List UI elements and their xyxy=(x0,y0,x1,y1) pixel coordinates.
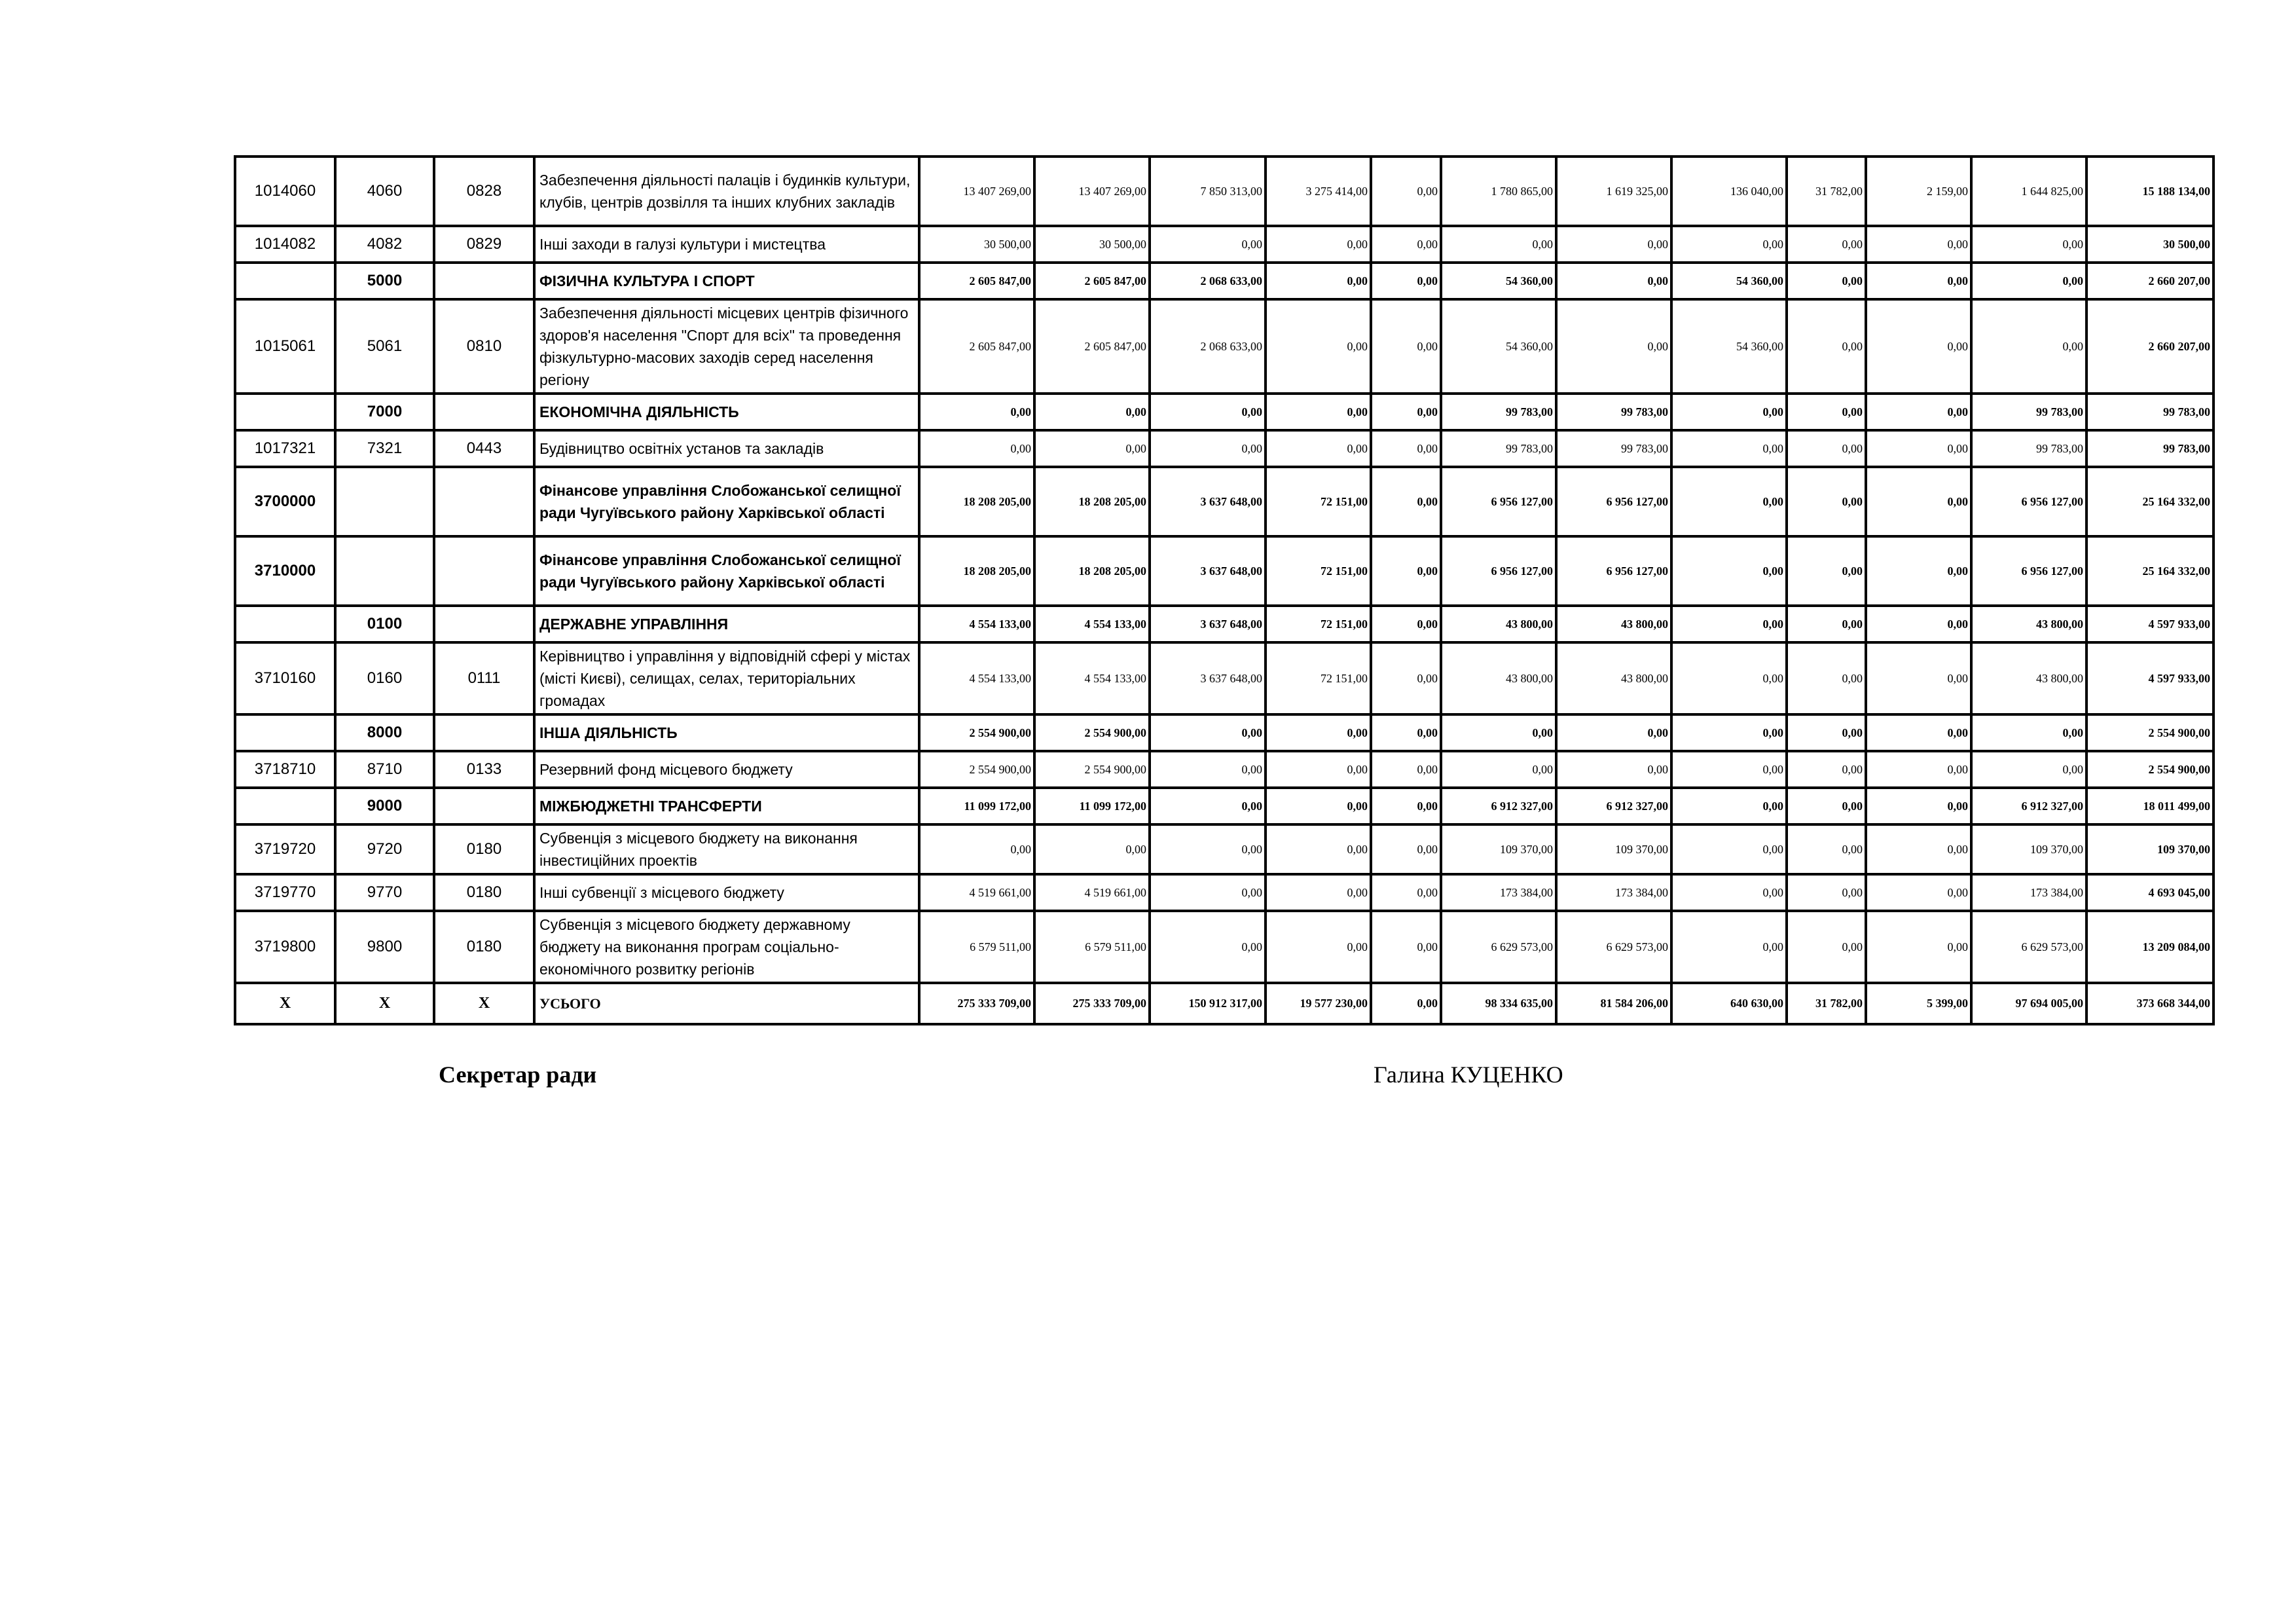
amount-cell: 0,00 xyxy=(1787,263,1866,299)
amount-cell: 0,00 xyxy=(1671,788,1787,824)
amount-cell: 0,00 xyxy=(919,430,1034,467)
amount-cell: 0,00 xyxy=(1866,874,1971,911)
amount-cell: 0,00 xyxy=(1787,226,1866,263)
program-name-cell: ІНША ДІЯЛЬНІСТЬ xyxy=(534,714,919,751)
typical-program-code-cell: 5061 xyxy=(335,299,434,394)
amount-cell: 6 629 573,00 xyxy=(1556,911,1671,983)
row-total-cell: 99 783,00 xyxy=(2086,394,2214,430)
row-total-cell: 15 188 134,00 xyxy=(2086,157,2214,226)
amount-cell: 0,00 xyxy=(919,824,1034,874)
amount-cell: 72 151,00 xyxy=(1266,536,1371,606)
program-name-cell: ЕКОНОМІЧНА ДІЯЛЬНІСТЬ xyxy=(534,394,919,430)
amount-cell: 0,00 xyxy=(1866,226,1971,263)
amount-cell: 99 783,00 xyxy=(1556,394,1671,430)
amount-cell: 4 554 133,00 xyxy=(919,606,1034,642)
amount-cell: 0,00 xyxy=(1266,299,1371,394)
amount-cell: 0,00 xyxy=(1371,911,1441,983)
amount-cell: 11 099 172,00 xyxy=(1034,788,1150,824)
typical-program-code-cell: 9770 xyxy=(335,874,434,911)
amount-cell: 2 605 847,00 xyxy=(919,263,1034,299)
amount-cell: 0,00 xyxy=(1787,911,1866,983)
signature-name: Галина КУЦЕНКО xyxy=(1374,1061,1563,1088)
amount-cell: 173 384,00 xyxy=(1556,874,1671,911)
amount-cell: 6 956 127,00 xyxy=(1971,467,2086,536)
functional-code-cell: 0810 xyxy=(434,299,534,394)
table-row xyxy=(235,911,2214,983)
functional-code-cell: 0111 xyxy=(434,642,534,714)
amount-cell: 173 384,00 xyxy=(1971,874,2086,911)
amount-cell: 0,00 xyxy=(1150,911,1266,983)
amount-cell: 43 800,00 xyxy=(1441,606,1556,642)
grand-total-row xyxy=(235,983,2214,1024)
program-name-cell: Резервний фонд місцевого бюджету xyxy=(534,751,919,788)
amount-cell: 0,00 xyxy=(1787,467,1866,536)
amount-cell: 0,00 xyxy=(1866,788,1971,824)
program-name-cell: ФІЗИЧНА КУЛЬТУРА І СПОРТ xyxy=(534,263,919,299)
row-total-cell: 30 500,00 xyxy=(2086,226,2214,263)
program-code-cell: 3719770 xyxy=(235,874,335,911)
program-code-cell: 1014060 xyxy=(235,157,335,226)
amount-cell: 43 800,00 xyxy=(1971,642,2086,714)
amount-cell: 1 644 825,00 xyxy=(1971,157,2086,226)
amount-cell: 99 783,00 xyxy=(1556,430,1671,467)
program-code-cell: 1015061 xyxy=(235,299,335,394)
table-section-row xyxy=(235,714,2214,751)
amount-cell: 72 151,00 xyxy=(1266,606,1371,642)
amount-cell: 0,00 xyxy=(1150,874,1266,911)
amount-cell: 0,00 xyxy=(1671,606,1787,642)
table-section-row xyxy=(235,394,2214,430)
amount-cell: 0,00 xyxy=(1787,299,1866,394)
amount-cell: 0,00 xyxy=(1671,536,1787,606)
amount-cell: 0,00 xyxy=(1671,430,1787,467)
amount-cell: 109 370,00 xyxy=(1971,824,2086,874)
amount-cell: 6 579 511,00 xyxy=(1034,911,1150,983)
amount-cell: 2 605 847,00 xyxy=(1034,263,1150,299)
row-total-cell: 99 783,00 xyxy=(2086,430,2214,467)
amount-cell: 0,00 xyxy=(1866,394,1971,430)
amount-cell: 2 068 633,00 xyxy=(1150,299,1266,394)
amount-cell: 6 912 327,00 xyxy=(1441,788,1556,824)
amount-cell: 18 208 205,00 xyxy=(919,536,1034,606)
amount-cell: 0,00 xyxy=(1266,263,1371,299)
typical-program-code-cell: 5000 xyxy=(335,263,434,299)
typical-program-code-cell: 7000 xyxy=(335,394,434,430)
amount-cell: 0,00 xyxy=(1266,226,1371,263)
amount-cell: 0,00 xyxy=(1371,751,1441,788)
amount-cell: 0,00 xyxy=(1866,536,1971,606)
amount-cell: 0,00 xyxy=(1787,714,1866,751)
typical-program-code-cell: 7321 xyxy=(335,430,434,467)
amount-cell: 0,00 xyxy=(1034,824,1150,874)
table-row xyxy=(235,874,2214,911)
amount-cell: 0,00 xyxy=(1150,226,1266,263)
amount-cell: 0,00 xyxy=(1866,751,1971,788)
row-total-cell: 18 011 499,00 xyxy=(2086,788,2214,824)
amount-cell: 0,00 xyxy=(1671,824,1787,874)
total-amount-cell: 275 333 709,00 xyxy=(919,983,1034,1024)
amount-cell: 6 912 327,00 xyxy=(1556,788,1671,824)
amount-cell: 0,00 xyxy=(1787,430,1866,467)
amount-cell: 2 554 900,00 xyxy=(919,751,1034,788)
amount-cell: 0,00 xyxy=(1371,157,1441,226)
amount-cell: 0,00 xyxy=(1150,824,1266,874)
program-code-cell: 1014082 xyxy=(235,226,335,263)
program-name-cell: Інші субвенції з місцевого бюджету xyxy=(534,874,919,911)
program-code-cell: 1017321 xyxy=(235,430,335,467)
amount-cell: 0,00 xyxy=(1034,430,1150,467)
amount-cell: 13 407 269,00 xyxy=(919,157,1034,226)
amount-cell: 18 208 205,00 xyxy=(919,467,1034,536)
amount-cell: 0,00 xyxy=(1671,394,1787,430)
amount-cell: 0,00 xyxy=(1034,394,1150,430)
amount-cell: 0,00 xyxy=(1556,714,1671,751)
amount-cell: 0,00 xyxy=(1866,263,1971,299)
amount-cell: 173 384,00 xyxy=(1441,874,1556,911)
amount-cell: 0,00 xyxy=(1671,874,1787,911)
amount-cell: 0,00 xyxy=(1866,430,1971,467)
program-code-cell: 3710160 xyxy=(235,642,335,714)
amount-cell: 0,00 xyxy=(1866,911,1971,983)
functional-code-cell xyxy=(434,788,534,824)
amount-cell: 0,00 xyxy=(1266,714,1371,751)
amount-cell: 6 629 573,00 xyxy=(1971,911,2086,983)
amount-cell: 0,00 xyxy=(1671,642,1787,714)
functional-code-cell xyxy=(434,467,534,536)
amount-cell: 0,00 xyxy=(919,394,1034,430)
amount-cell: 2 554 900,00 xyxy=(1034,751,1150,788)
program-name-cell: Забезпечення діяльності місцевих центрів фізичного здоров'я населення "Спорт для всіх" та проведення фізкультурно-масових заходів серед населення регіону xyxy=(534,299,919,394)
total-marker-cell: X xyxy=(434,983,534,1024)
amount-cell: 0,00 xyxy=(1266,430,1371,467)
program-code-cell: 3719800 xyxy=(235,911,335,983)
program-name-cell: Фінансове управління Слобожанської селищної ради Чугуївського району Харківської області xyxy=(534,467,919,536)
amount-cell: 6 912 327,00 xyxy=(1971,788,2086,824)
functional-code-cell: 0829 xyxy=(434,226,534,263)
amount-cell: 43 800,00 xyxy=(1971,606,2086,642)
amount-cell: 6 956 127,00 xyxy=(1971,536,2086,606)
total-amount-cell: 150 912 317,00 xyxy=(1150,983,1266,1024)
amount-cell: 0,00 xyxy=(1150,430,1266,467)
amount-cell: 0,00 xyxy=(1371,642,1441,714)
amount-cell: 18 208 205,00 xyxy=(1034,467,1150,536)
amount-cell: 7 850 313,00 xyxy=(1150,157,1266,226)
budget-sheet xyxy=(234,155,2212,1025)
amount-cell: 0,00 xyxy=(1150,714,1266,751)
amount-cell: 3 637 648,00 xyxy=(1150,642,1266,714)
amount-cell: 43 800,00 xyxy=(1556,642,1671,714)
amount-cell: 0,00 xyxy=(1150,394,1266,430)
amount-cell: 6 629 573,00 xyxy=(1441,911,1556,983)
amount-cell: 0,00 xyxy=(1671,911,1787,983)
table-section-row xyxy=(235,606,2214,642)
functional-code-cell xyxy=(434,263,534,299)
typical-program-code-cell: 9800 xyxy=(335,911,434,983)
table-body xyxy=(235,157,2214,1024)
total-amount-cell: 97 694 005,00 xyxy=(1971,983,2086,1024)
amount-cell: 4 554 133,00 xyxy=(1034,642,1150,714)
row-total-cell: 4 597 933,00 xyxy=(2086,642,2214,714)
amount-cell: 3 637 648,00 xyxy=(1150,467,1266,536)
amount-cell: 0,00 xyxy=(1866,824,1971,874)
total-marker-cell: X xyxy=(335,983,434,1024)
amount-cell: 0,00 xyxy=(1266,824,1371,874)
amount-cell: 0,00 xyxy=(1371,263,1441,299)
amount-cell: 0,00 xyxy=(1787,394,1866,430)
amount-cell: 3 275 414,00 xyxy=(1266,157,1371,226)
amount-cell: 0,00 xyxy=(1266,788,1371,824)
total-amount-cell: 31 782,00 xyxy=(1787,983,1866,1024)
total-amount-cell: 98 334 635,00 xyxy=(1441,983,1556,1024)
program-code-cell: 3719720 xyxy=(235,824,335,874)
amount-cell: 0,00 xyxy=(1971,299,2086,394)
table-section-row xyxy=(235,536,2214,606)
amount-cell: 0,00 xyxy=(1787,642,1866,714)
functional-code-cell: 0443 xyxy=(434,430,534,467)
amount-cell: 0,00 xyxy=(1371,394,1441,430)
table-section-row xyxy=(235,788,2214,824)
program-code-cell xyxy=(235,263,335,299)
total-marker-cell: X xyxy=(235,983,335,1024)
table-row xyxy=(235,642,2214,714)
amount-cell: 0,00 xyxy=(1266,751,1371,788)
typical-program-code-cell: 8000 xyxy=(335,714,434,751)
table-section-row xyxy=(235,467,2214,536)
amount-cell: 3 637 648,00 xyxy=(1150,606,1266,642)
program-code-cell xyxy=(235,606,335,642)
amount-cell: 54 360,00 xyxy=(1441,263,1556,299)
functional-code-cell xyxy=(434,536,534,606)
row-total-cell: 109 370,00 xyxy=(2086,824,2214,874)
amount-cell: 0,00 xyxy=(1671,467,1787,536)
program-name-cell: Інші заходи в галузі культури і мистецтва xyxy=(534,226,919,263)
amount-cell: 0,00 xyxy=(1787,788,1866,824)
row-total-cell: 25 164 332,00 xyxy=(2086,536,2214,606)
typical-program-code-cell: 0100 xyxy=(335,606,434,642)
row-total-cell: 2 660 207,00 xyxy=(2086,299,2214,394)
typical-program-code-cell: 8710 xyxy=(335,751,434,788)
program-name-cell: Субвенція з місцевого бюджету на виконання інвестиційних проектів xyxy=(534,824,919,874)
total-amount-cell: 5 399,00 xyxy=(1866,983,1971,1024)
amount-cell: 2 605 847,00 xyxy=(919,299,1034,394)
program-code-cell: 3718710 xyxy=(235,751,335,788)
amount-cell: 2 554 900,00 xyxy=(1034,714,1150,751)
amount-cell: 72 151,00 xyxy=(1266,467,1371,536)
amount-cell: 6 956 127,00 xyxy=(1556,467,1671,536)
typical-program-code-cell: 0160 xyxy=(335,642,434,714)
program-code-cell xyxy=(235,788,335,824)
amount-cell: 4 554 133,00 xyxy=(919,642,1034,714)
row-total-cell: 2 660 207,00 xyxy=(2086,263,2214,299)
row-total-cell: 4 597 933,00 xyxy=(2086,606,2214,642)
amount-cell: 0,00 xyxy=(1150,751,1266,788)
amount-cell: 0,00 xyxy=(1371,299,1441,394)
amount-cell: 0,00 xyxy=(1866,606,1971,642)
amount-cell: 0,00 xyxy=(1787,536,1866,606)
total-amount-cell: 640 630,00 xyxy=(1671,983,1787,1024)
amount-cell: 30 500,00 xyxy=(919,226,1034,263)
total-label-cell: УСЬОГО xyxy=(534,983,919,1024)
amount-cell: 43 800,00 xyxy=(1441,642,1556,714)
functional-code-cell: 0180 xyxy=(434,874,534,911)
program-code-cell xyxy=(235,714,335,751)
table-row xyxy=(235,751,2214,788)
amount-cell: 0,00 xyxy=(1866,714,1971,751)
row-total-cell: 25 164 332,00 xyxy=(2086,467,2214,536)
amount-cell: 4 519 661,00 xyxy=(919,874,1034,911)
amount-cell: 0,00 xyxy=(1371,467,1441,536)
amount-cell: 72 151,00 xyxy=(1266,642,1371,714)
program-name-cell: Керівництво і управління у відповідній сфері у містах (місті Києві), селищах, селах, територіальних громадах xyxy=(534,642,919,714)
amount-cell: 0,00 xyxy=(1371,788,1441,824)
row-total-cell: 4 693 045,00 xyxy=(2086,874,2214,911)
amount-cell: 0,00 xyxy=(1971,263,2086,299)
amount-cell: 109 370,00 xyxy=(1441,824,1556,874)
amount-cell: 0,00 xyxy=(1441,751,1556,788)
amount-cell: 0,00 xyxy=(1556,226,1671,263)
typical-program-code-cell xyxy=(335,536,434,606)
amount-cell: 2 554 900,00 xyxy=(919,714,1034,751)
amount-cell: 0,00 xyxy=(1371,226,1441,263)
amount-cell: 136 040,00 xyxy=(1671,157,1787,226)
amount-cell: 0,00 xyxy=(1266,394,1371,430)
amount-cell: 0,00 xyxy=(1371,536,1441,606)
amount-cell: 0,00 xyxy=(1787,606,1866,642)
program-name-cell: Будівництво освітніх установ та закладів xyxy=(534,430,919,467)
program-name-cell: Фінансове управління Слобожанської селищної ради Чугуївського району Харківської області xyxy=(534,536,919,606)
amount-cell: 30 500,00 xyxy=(1034,226,1150,263)
amount-cell: 0,00 xyxy=(1371,430,1441,467)
amount-cell: 11 099 172,00 xyxy=(919,788,1034,824)
table-section-row xyxy=(235,263,2214,299)
functional-code-cell: 0180 xyxy=(434,824,534,874)
amount-cell: 0,00 xyxy=(1556,751,1671,788)
amount-cell: 0,00 xyxy=(1266,874,1371,911)
amount-cell: 0,00 xyxy=(1441,226,1556,263)
functional-code-cell: 0828 xyxy=(434,157,534,226)
functional-code-cell: 0180 xyxy=(434,911,534,983)
typical-program-code-cell xyxy=(335,467,434,536)
functional-code-cell xyxy=(434,606,534,642)
table-row xyxy=(235,157,2214,226)
amount-cell: 0,00 xyxy=(1441,714,1556,751)
program-name-cell: ДЕРЖАВНЕ УПРАВЛІННЯ xyxy=(534,606,919,642)
amount-cell: 6 579 511,00 xyxy=(919,911,1034,983)
amount-cell: 1 619 325,00 xyxy=(1556,157,1671,226)
amount-cell: 4 554 133,00 xyxy=(1034,606,1150,642)
program-code-cell: 3710000 xyxy=(235,536,335,606)
amount-cell: 6 956 127,00 xyxy=(1556,536,1671,606)
amount-cell: 2 605 847,00 xyxy=(1034,299,1150,394)
amount-cell: 6 956 127,00 xyxy=(1441,536,1556,606)
total-amount-cell: 19 577 230,00 xyxy=(1266,983,1371,1024)
row-total-cell: 2 554 900,00 xyxy=(2086,751,2214,788)
amount-cell: 0,00 xyxy=(1371,824,1441,874)
amount-cell: 54 360,00 xyxy=(1671,299,1787,394)
functional-code-cell: 0133 xyxy=(434,751,534,788)
amount-cell: 0,00 xyxy=(1866,642,1971,714)
amount-cell: 0,00 xyxy=(1671,226,1787,263)
amount-cell: 0,00 xyxy=(1371,874,1441,911)
program-code-cell: 3700000 xyxy=(235,467,335,536)
amount-cell: 99 783,00 xyxy=(1971,430,2086,467)
functional-code-cell xyxy=(434,394,534,430)
amount-cell: 0,00 xyxy=(1556,263,1671,299)
amount-cell: 0,00 xyxy=(1371,606,1441,642)
table-row xyxy=(235,430,2214,467)
amount-cell: 0,00 xyxy=(1787,824,1866,874)
program-name-cell: Забезпечення діяльності палаців і будинків культури, клубів, центрів дозвілля та інших клубних закладів xyxy=(534,157,919,226)
table-row xyxy=(235,299,2214,394)
program-code-cell xyxy=(235,394,335,430)
amount-cell: 54 360,00 xyxy=(1441,299,1556,394)
amount-cell: 0,00 xyxy=(1787,874,1866,911)
amount-cell: 43 800,00 xyxy=(1556,606,1671,642)
amount-cell: 2 068 633,00 xyxy=(1150,263,1266,299)
amount-cell: 18 208 205,00 xyxy=(1034,536,1150,606)
table-row xyxy=(235,824,2214,874)
typical-program-code-cell: 9720 xyxy=(335,824,434,874)
amount-cell: 6 956 127,00 xyxy=(1441,467,1556,536)
amount-cell: 0,00 xyxy=(1556,299,1671,394)
grand-total-cell: 373 668 344,00 xyxy=(2086,983,2214,1024)
amount-cell: 0,00 xyxy=(1671,751,1787,788)
amount-cell: 0,00 xyxy=(1371,714,1441,751)
amount-cell: 31 782,00 xyxy=(1787,157,1866,226)
amount-cell: 3 637 648,00 xyxy=(1150,536,1266,606)
typical-program-code-cell: 4082 xyxy=(335,226,434,263)
program-name-cell: Субвенція з місцевого бюджету державному бюджету на виконання програм соціально-економічного розвитку регіонів xyxy=(534,911,919,983)
amount-cell: 13 407 269,00 xyxy=(1034,157,1150,226)
row-total-cell: 13 209 084,00 xyxy=(2086,911,2214,983)
amount-cell: 0,00 xyxy=(1971,226,2086,263)
budget-table xyxy=(234,155,2215,1025)
total-amount-cell: 81 584 206,00 xyxy=(1556,983,1671,1024)
typical-program-code-cell: 4060 xyxy=(335,157,434,226)
table-row xyxy=(235,226,2214,263)
row-total-cell: 2 554 900,00 xyxy=(2086,714,2214,751)
amount-cell: 4 519 661,00 xyxy=(1034,874,1150,911)
amount-cell: 99 783,00 xyxy=(1971,394,2086,430)
amount-cell: 0,00 xyxy=(1671,714,1787,751)
amount-cell: 0,00 xyxy=(1971,714,2086,751)
total-amount-cell: 275 333 709,00 xyxy=(1034,983,1150,1024)
amount-cell: 0,00 xyxy=(1866,299,1971,394)
amount-cell: 99 783,00 xyxy=(1441,430,1556,467)
typical-program-code-cell: 9000 xyxy=(335,788,434,824)
total-amount-cell: 0,00 xyxy=(1371,983,1441,1024)
amount-cell: 0,00 xyxy=(1150,788,1266,824)
amount-cell: 2 159,00 xyxy=(1866,157,1971,226)
amount-cell: 54 360,00 xyxy=(1671,263,1787,299)
program-name-cell: МІЖБЮДЖЕТНІ ТРАНСФЕРТИ xyxy=(534,788,919,824)
amount-cell: 109 370,00 xyxy=(1556,824,1671,874)
amount-cell: 0,00 xyxy=(1866,467,1971,536)
amount-cell: 1 780 865,00 xyxy=(1441,157,1556,226)
amount-cell: 0,00 xyxy=(1266,911,1371,983)
amount-cell: 99 783,00 xyxy=(1441,394,1556,430)
signature-title: Секретар ради xyxy=(439,1061,597,1088)
functional-code-cell xyxy=(434,714,534,751)
amount-cell: 0,00 xyxy=(1787,751,1866,788)
amount-cell: 0,00 xyxy=(1971,751,2086,788)
